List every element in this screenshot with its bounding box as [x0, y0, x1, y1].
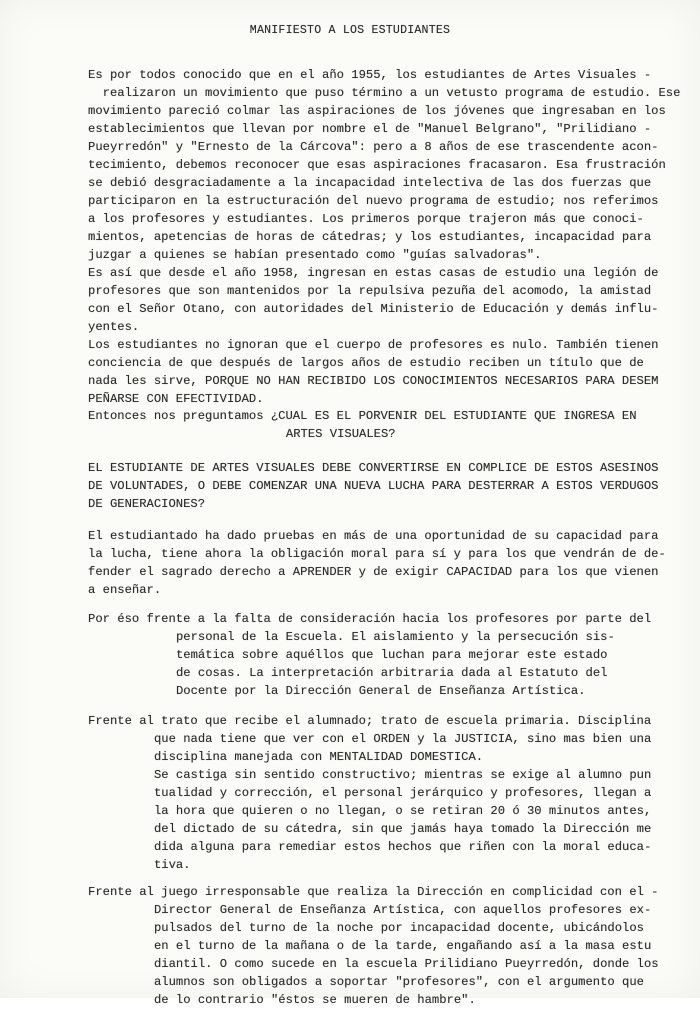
text-line: alumnos son obligados a soportar "profesores", con el argumento que: [153, 975, 644, 989]
text-line: PEÑARSE CON EFECTIVIDAD.: [88, 392, 264, 406]
paragraph: [88, 712, 683, 874]
text-line: la lucha, tiene ahora la obligación moral para sí y para los que vendrán de de-: [88, 547, 666, 561]
text-line: Se castiga sin sentido constructivo; mientras se exige al alumno pun: [153, 768, 652, 782]
paragraph: [88, 336, 683, 408]
text-line: conciencia de que después de largos años de estudio reciben un título que de: [88, 356, 644, 370]
text-line: El estudiantado ha dado pruebas en más de una oportunidad de su capacidad para: [88, 529, 659, 543]
paragraph: [88, 66, 683, 336]
paragraph: [88, 610, 683, 700]
text-line: EL ESTUDIANTE DE ARTES VISUALES DEBE CONVERTIRSE EN COMPLICE DE ESTOS ASESINOS: [88, 461, 659, 475]
text-line: pulsados del turno de la noche por incapacidad docente, ubicándolos: [153, 921, 644, 935]
text-line: Docente por la Dirección General de Enseñanza Artística.: [175, 684, 586, 698]
paragraph: [88, 883, 683, 1009]
text-line: personal de la Escuela. El aislamiento y la persecución sis-: [175, 630, 615, 644]
text-line: Pueyrredón" y "Ernesto de la Cárcova": pero a 8 años de ese trascendente acon-: [88, 140, 659, 154]
text-line: se debió desgraciadamente a la incapacidad intelectiva de las dos fuerzas que: [88, 176, 652, 190]
paragraph: [88, 527, 683, 599]
text-line: fender el sagrado derecho a APRENDER y de exigir CAPACIDAD para los que vienen: [88, 565, 659, 579]
text-line: dida alguna para remediar estos hechos que riñen con la moral educa-: [153, 840, 652, 854]
text-line: a enseñar.: [88, 583, 162, 597]
text-line: del dictado de su cátedra, sin que jamás haya tomado la Dirección me: [153, 822, 652, 836]
text-line: mientos, apetencias de horas de cátedras; y los estudiantes, incapacidad para: [88, 230, 652, 244]
text-line: realizaron un movimiento que puso término a un vetusto programa de estudio. Ese: [102, 86, 681, 100]
paragraph: [88, 459, 683, 513]
text-line: a los profesores y estudiantes. Los primeros porque trajeron más que conoci-: [88, 212, 644, 226]
text-line: que nada tiene que ver con el ORDEN y la JUSTICIA, sino mas bien una: [153, 732, 652, 746]
text-line: temática sobre aquéllos que luchan para mejorar este estado: [175, 648, 608, 662]
text-line: participaron en la estructuración del nuevo programa de estudio; nos referimos: [88, 194, 659, 208]
paragraph: [88, 407, 683, 443]
text-line: tecimiento, debemos reconocer que esas aspiraciones fracasaron. Esa frustración: [88, 158, 666, 172]
text-line: Los estudiantes no ignoran que el cuerpo de profesores es nulo. También tienen: [88, 338, 659, 352]
text-line: de cosas. La interpretación arbitraria dada al Estatuto del: [175, 666, 608, 680]
text-line: profesores que son mantenidos por la repulsiva pezuña del acomodo, la amistad: [88, 284, 652, 298]
text-line: Es por todos conocido que en el año 1955, los estudiantes de Artes Visuales -: [88, 68, 652, 82]
text-line: Frente al juego irresponsable que realiza la Dirección en complicidad con el -: [88, 885, 659, 899]
text-line: nada les sirve, PORQUE NO HAN RECIBIDO LOS CONOCIMIENTOS NECESARIOS PARA DESEM: [88, 374, 659, 388]
text-line: Entonces nos preguntamos ¿CUAL ES EL PORVENIR DEL ESTUDIANTE QUE INGRESA EN: [88, 409, 637, 423]
text-line: Es así que desde el año 1958, ingresan en estas casas de estudio una legión de: [88, 266, 659, 280]
text-line: juzgar a quienes se habían presentado como "guías salvadoras".: [88, 248, 542, 262]
text-line: Director General de Enseñanza Artística, con aquellos profesores ex-: [153, 903, 652, 917]
text-line: movimiento pareció colmar las aspiraciones de los jóvenes que ingresaban en los: [88, 104, 666, 118]
document-title: MANIFIESTO A LOS ESTUDIANTES: [249, 24, 451, 37]
text-line: Por éso frente a la falta de consideración hacia los profesores por parte del: [88, 612, 652, 626]
text-line: Frente al trato que recibe el alumnado; trato de escuela primaria. Disciplina: [88, 714, 652, 728]
text-line: DE GENERACIONES?: [88, 497, 206, 511]
text-line: en el turno de la mañana o de la tarde, engañando así a la masa estu: [153, 939, 652, 953]
text-line: tiva.: [153, 858, 191, 872]
text-line: ARTES VISUALES?: [285, 427, 396, 441]
text-line: diantil. O como sucede en la escuela Prilidiano Pueyrredón, donde los: [153, 957, 659, 971]
text-line: de lo contrario "éstos se mueren de hambre".: [153, 993, 476, 1007]
text-line: yentes.: [88, 320, 140, 334]
text-line: establecimientos que llevan por nombre el de "Manuel Belgrano", "Prilidiano -: [88, 122, 652, 136]
text-line: tualidad y corrección, el personal jerárquico y profesores, llegan a: [153, 786, 652, 800]
text-line: con el Señor Otano, con autoridades del Ministerio de Educación y demás influ-: [88, 302, 659, 316]
text-line: la hora que quieren o no llegan, o se retiran 20 ó 30 minutos antes,: [153, 804, 652, 818]
text-line: disciplina manejada con MENTALIDAD DOMESTICA.: [153, 750, 484, 764]
text-line: DE VOLUNTADES, O DEBE COMENZAR UNA NUEVA LUCHA PARA DESTERRAR A ESTOS VERDUGOS: [88, 479, 659, 493]
